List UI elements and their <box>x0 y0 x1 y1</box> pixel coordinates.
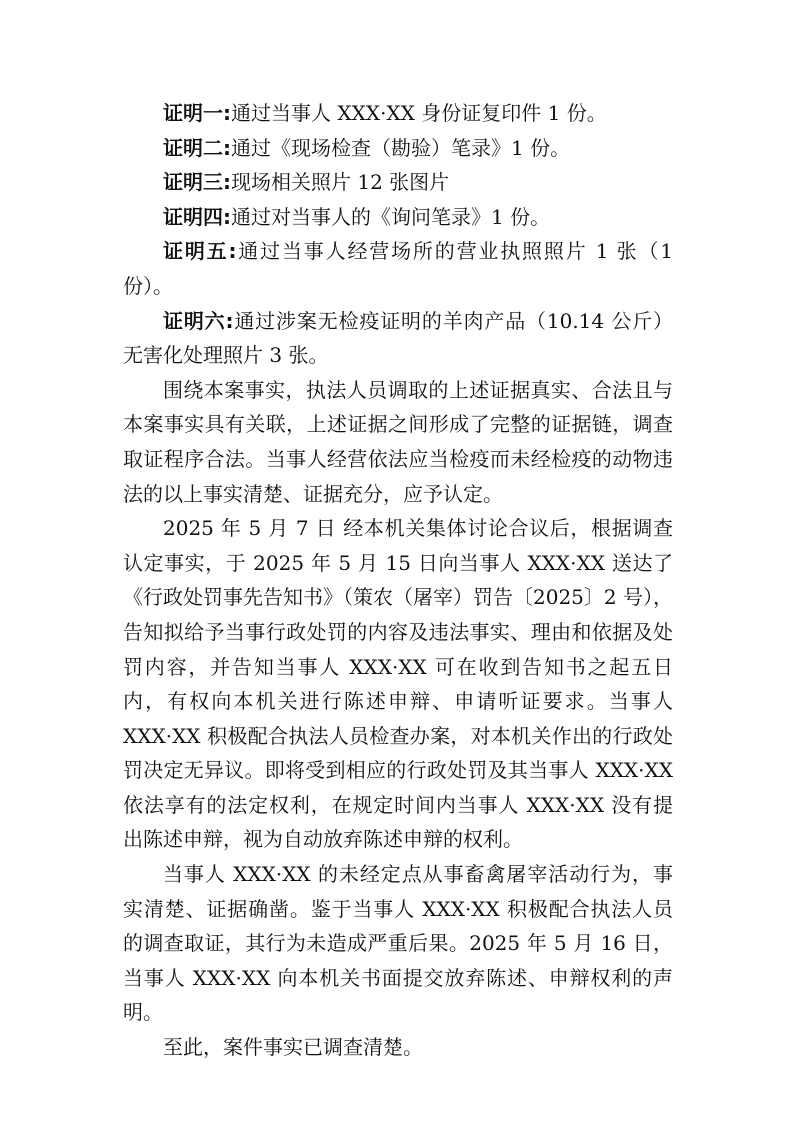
evidence-text: 现场相关照片 12 张图片 <box>231 170 450 195</box>
evidence-text: 通过对当事人的《询问笔录》1 份。 <box>231 204 551 229</box>
evidence-item-6 <box>123 304 673 373</box>
evidence-label: 证明四: <box>163 204 231 229</box>
evidence-item-3 <box>123 165 673 200</box>
evidence-item-2 <box>123 131 673 166</box>
document-page <box>123 96 673 1065</box>
evidence-label: 证明五: <box>163 239 237 264</box>
evidence-item-5 <box>123 234 673 303</box>
evidence-text: 通过当事人经营场所的营业执照照片 1 张（1 份）。 <box>123 239 673 298</box>
evidence-label: 证明三: <box>163 170 231 195</box>
paragraph-case-finding: 当事人 XXX·XX 的未经定点从事畜禽屠宰活动行为，事实清楚、证据确凿。鉴于当事人 XXX·XX 积极配合执法人员的调查取证，其行为未造成严重后果。2025 年 5 月 16 日，当事人 XXX·XX 向本机关书面提交放弃陈述、申辩权利的声明。 <box>123 862 673 1025</box>
paragraph-conclusion: 至此，案件事实已调查清楚。 <box>163 1035 423 1060</box>
evidence-text: 通过当事人 XXX·XX 身份证复印件 1 份。 <box>231 101 607 125</box>
evidence-text: 通过《现场检查（勘验）笔录》1 份。 <box>231 135 571 160</box>
evidence-label: 证明二: <box>163 135 231 160</box>
evidence-text: 通过涉案无检疫证明的羊肉产品（10.14 公斤）无害化处理照片 3 张。 <box>123 308 673 368</box>
paragraph-notice-procedure: 2025 年 5 月 7 日 经本机关集体讨论合议后，根据调查认定事实，于 2025 年 5 月 15 日向当事人 XXX·XX 送达了《行政处罚事先告知书》（策农（屠宰）罚告〔2025〕2 号），告知拟给予当事行政处罚的内容及违法事实、理由和依据及处罚内容，并告知当事人 XXX·XX 可在收到告知书之起五日内，有权向本机关进行陈述申辩、申请听证要求。当事人 XXX·XX 积极配合执法人员检查办案，对本机关作出的行政处罚决定无异议。即将受到相应的行政处罚及其当事人 XXX·XX 依法享有的法定权利，在规定时间内当事人 XXX·XX 没有提出陈述申辩，视为自动放弃陈述申辩的权利。 <box>123 516 673 852</box>
evidence-label: 证明六: <box>163 308 234 333</box>
evidence-item-1 <box>123 96 673 131</box>
paragraph-evidence-summary: 围绕本案事实，执法人员调取的上述证据真实、合法且与本案事实具有关联，上述证据之间形成了完整的证据链，调查取证程序合法。当事人经营依法应当检疫而未经检疫的动物违法的以上事实清楚、证据充分，应予认定。 <box>123 377 673 506</box>
evidence-label: 证明一: <box>163 101 231 125</box>
evidence-item-4 <box>123 200 673 235</box>
